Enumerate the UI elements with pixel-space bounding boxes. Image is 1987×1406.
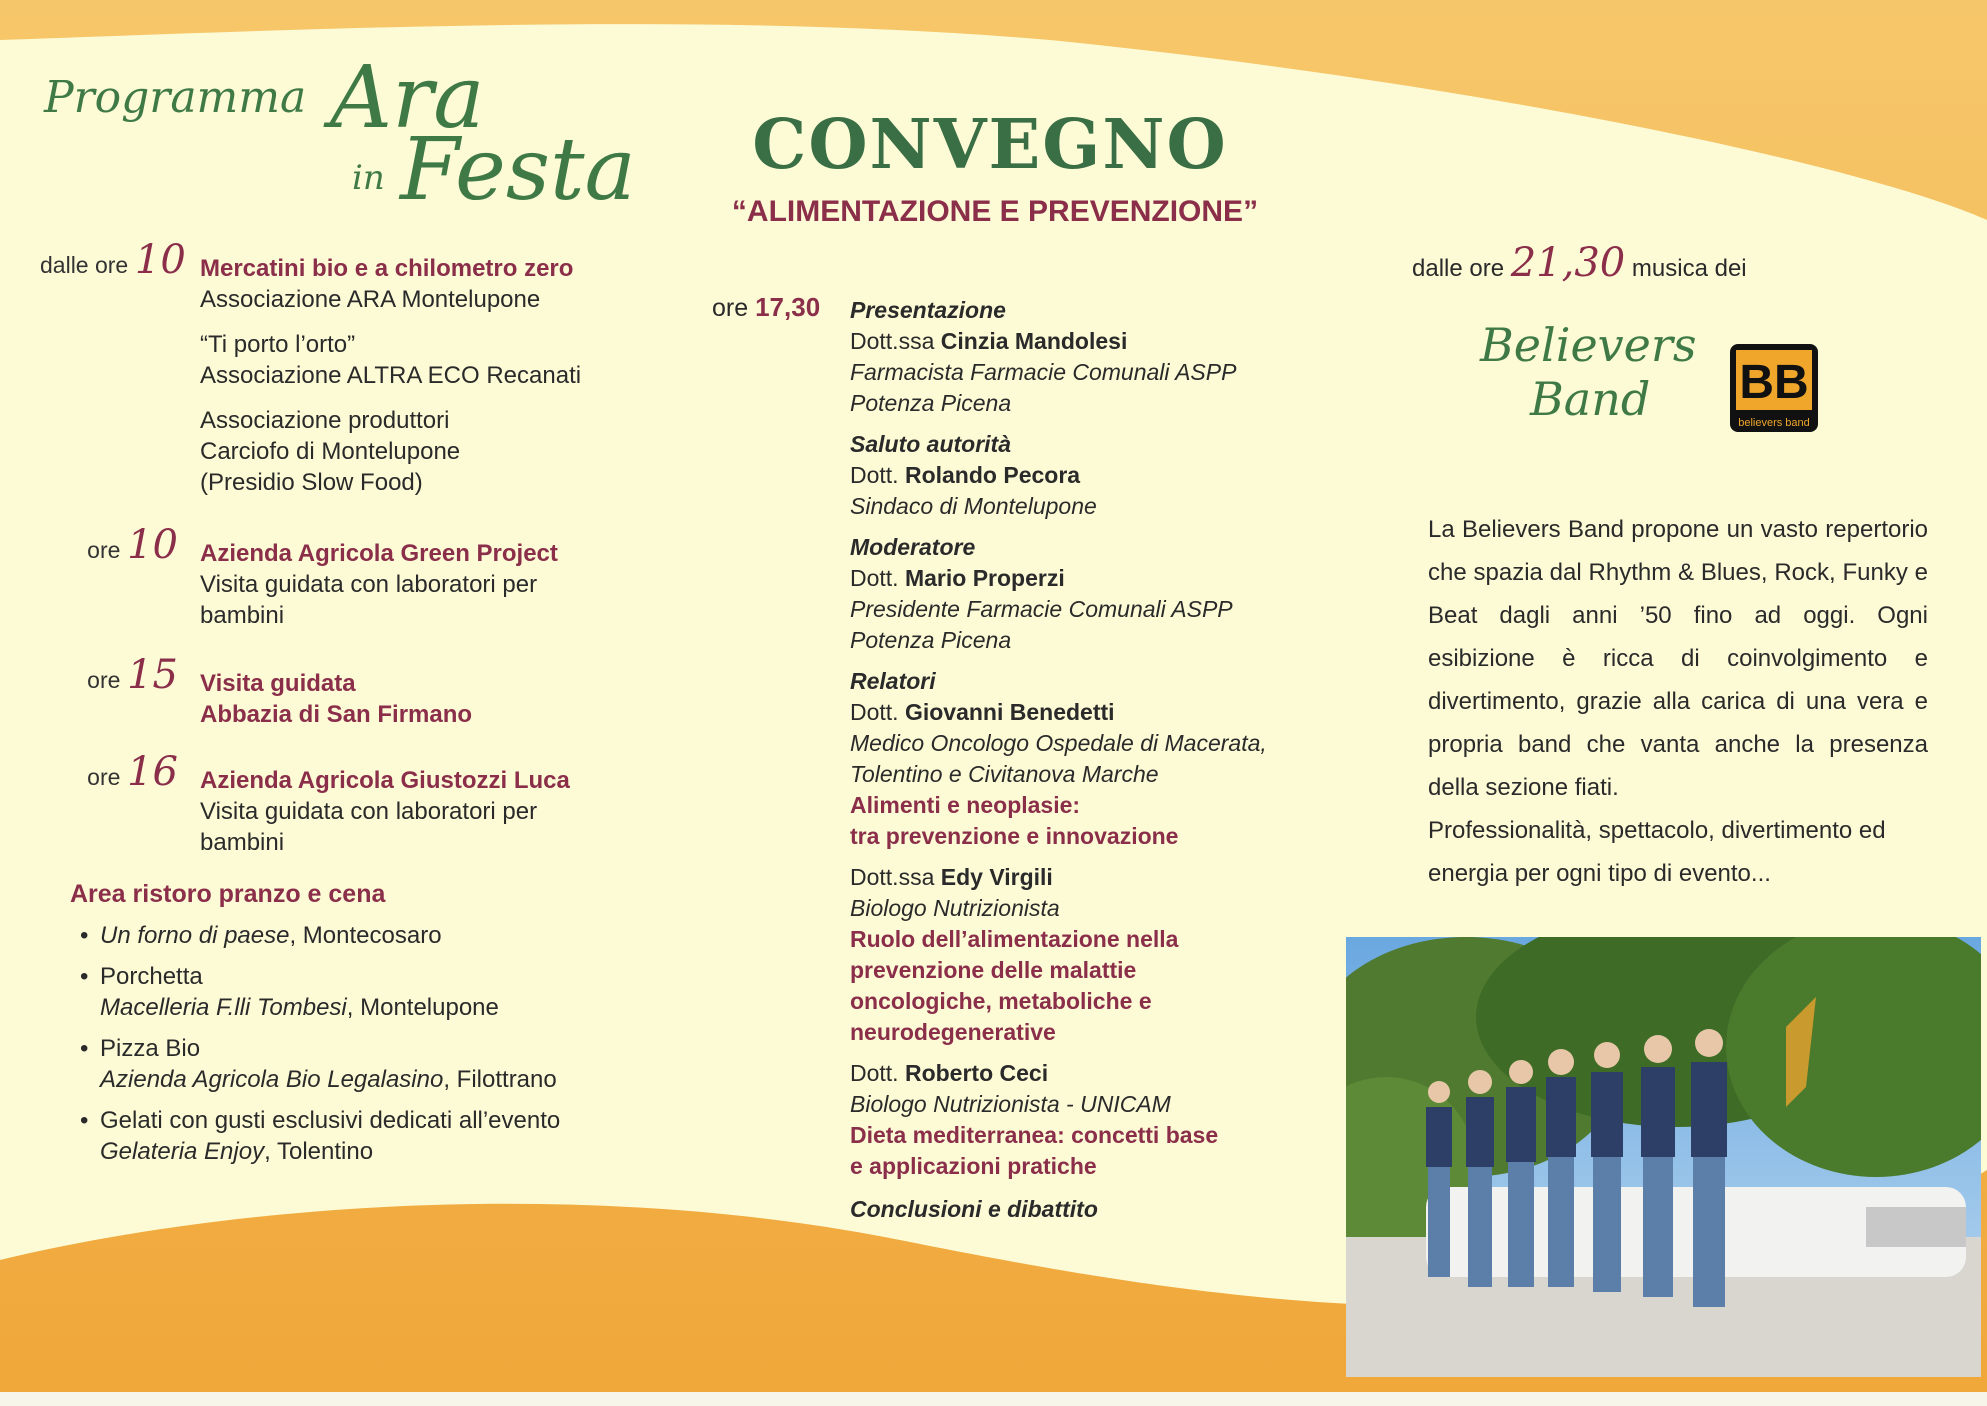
schedule-title: Azienda Agricola Green Project xyxy=(200,540,558,567)
time-prefix: ore xyxy=(87,764,121,790)
talk-topic: tra prevenzione e innovazione xyxy=(850,823,1179,849)
time-value: 21,30 xyxy=(1510,240,1626,286)
convegno-time xyxy=(712,292,820,323)
talk-topic: Dieta mediterranea: concetti base xyxy=(850,1122,1219,1148)
ristoro-list xyxy=(90,920,690,1177)
talk-topic: e applicazioni pratiche xyxy=(850,1153,1097,1179)
speaker-role: Biologo Nutrizionista xyxy=(850,895,1060,921)
block-label: Saluto autorità xyxy=(850,431,1012,457)
speaker-name: Cinzia Mandolesi xyxy=(940,328,1128,354)
schedule-line: Visita guidata con laboratori per xyxy=(200,571,538,598)
list-item xyxy=(90,1033,690,1095)
title-prefix: Dott.ssa xyxy=(850,328,935,354)
item-main: • Pizza Bio xyxy=(100,1035,201,1062)
concert-time xyxy=(1412,240,1747,286)
speaker-role: Tolentino e Civitanova Marche xyxy=(850,761,1159,787)
schedule-title: Azienda Agricola Giustozzi Luca xyxy=(200,767,570,794)
header-festa: Festa xyxy=(400,120,636,220)
schedule-title: Visita guidata xyxy=(200,670,356,697)
title-prefix: Dott.ssa xyxy=(850,864,935,890)
speaker-role: Farmacista Farmacie Comunali ASPP xyxy=(850,359,1237,385)
time-value: 17,30 xyxy=(755,292,821,322)
schedule-line: Visita guidata con laboratori per xyxy=(200,798,538,825)
band-name xyxy=(1480,318,1730,426)
title-prefix: Dott. xyxy=(850,565,899,591)
speaker-name: Rolando Pecora xyxy=(904,462,1081,488)
title-prefix: Dott. xyxy=(850,462,899,488)
item-sub-rest: , Filottrano xyxy=(443,1066,557,1093)
band-photo xyxy=(1346,937,1981,1377)
schedule-title: Mercatini bio e a chilometro zero xyxy=(200,255,574,282)
schedule-line: Carciofo di Montelupone xyxy=(200,438,461,465)
schedule-item-mercatini xyxy=(40,237,700,498)
schedule-time xyxy=(40,749,200,858)
list-item xyxy=(90,920,690,951)
speaker-role: Biologo Nutrizionista - UNICAM xyxy=(850,1091,1171,1117)
relatore-block xyxy=(850,862,1300,1048)
ristoro-title: Area ristoro pranzo e cena xyxy=(70,880,386,908)
band-description xyxy=(1428,508,1928,895)
schedule-time xyxy=(40,237,200,498)
convegno-program xyxy=(850,295,1300,1225)
schedule-line: bambini xyxy=(200,602,285,629)
item-rest: , Montecosaro xyxy=(289,922,442,949)
schedule-item-abbazia xyxy=(40,652,700,730)
speaker-name: Roberto Ceci xyxy=(904,1060,1049,1086)
talk-topic: Ruolo dell’alimentazione nella xyxy=(850,926,1179,952)
speaker-role: Potenza Picena xyxy=(850,627,1012,653)
speaker-name: Edy Virgili xyxy=(940,864,1053,890)
schedule-item-green-project xyxy=(40,522,700,631)
time-prefix: ore xyxy=(87,667,121,693)
item-main: • Porchetta xyxy=(100,963,203,990)
band-paragraph: Professionalità, spettacolo, divertimento ed energia per ogni tipo di evento... xyxy=(1428,817,1886,887)
schedule-time xyxy=(40,522,200,631)
item-main: • Gelati con gusti esclusivi dedicati all’evento xyxy=(100,1107,561,1134)
conclusioni-label: Conclusioni e dibattito xyxy=(850,1196,1098,1222)
schedule-line: Associazione ARA Montelupone xyxy=(200,286,541,313)
time-prefix: ore xyxy=(712,294,749,322)
convegno-subtitle: “ALIMENTAZIONE E PREVENZIONE” xyxy=(731,195,1259,228)
talk-topic: Alimenti e neoplasie: xyxy=(850,792,1081,818)
schedule-line: Abbazia di San Firmano xyxy=(200,701,473,728)
speaker-name: Mario Properzi xyxy=(904,565,1065,591)
relatore-block xyxy=(850,1058,1300,1182)
time-value: 16 xyxy=(127,749,178,795)
header-ara: Ara xyxy=(330,48,485,148)
time-prefix: dalle ore xyxy=(1412,255,1505,282)
item-sub-italic: Azienda Agricola Bio Legalasino xyxy=(100,1066,444,1093)
list-item xyxy=(90,961,690,1023)
saluto-block xyxy=(850,429,1300,522)
item-italic: Un forno di paese xyxy=(100,922,290,949)
band-paragraph: La Believers Band propone un vasto repertorio che spazia dal Rhythm & Blues, Rock, Funky e Beat dagli anni ’50 fino ad oggi. Ogni esibizione è ricca di coinvolgimento e divertimento, grazie alla carica di una vera e propria band che vanta anche la presenza della sezione fiati. xyxy=(1428,516,1928,801)
block-label: Relatori xyxy=(850,668,936,694)
logo-letters: BB xyxy=(1739,356,1809,409)
relatore-block xyxy=(850,666,1300,852)
logo-small-text: believers band xyxy=(1738,417,1810,429)
title-prefix: Dott. xyxy=(850,1060,899,1086)
schedule-line: Associazione ALTRA ECO Recanati xyxy=(200,362,582,389)
speaker-role: Sindaco di Montelupone xyxy=(850,493,1097,519)
convegno-title: CONVEGNO xyxy=(752,105,1228,185)
band-name-line: Believers xyxy=(1480,318,1697,372)
speaker-role: Potenza Picena xyxy=(850,390,1012,416)
item-sub-rest: , Montelupone xyxy=(346,994,499,1021)
time-prefix: dalle ore xyxy=(40,252,129,278)
speaker-role: Medico Oncologo Ospedale di Macerata, xyxy=(850,730,1267,756)
moderatore-block xyxy=(850,532,1300,656)
block-label: Presentazione xyxy=(850,297,1006,323)
talk-topic: neurodegenerative xyxy=(850,1019,1056,1045)
time-prefix: ore xyxy=(87,537,121,563)
block-label: Moderatore xyxy=(850,534,976,560)
time-value: 15 xyxy=(127,652,178,698)
speaker-name: Giovanni Benedetti xyxy=(904,699,1115,725)
schedule-line: (Presidio Slow Food) xyxy=(200,469,423,496)
schedule-line: “Ti porto l’orto” xyxy=(200,331,356,358)
talk-topic: prevenzione delle malattie xyxy=(850,957,1137,983)
schedule-time xyxy=(40,652,200,730)
schedule-line: bambini xyxy=(200,829,285,856)
item-sub-italic: Macelleria F.lli Tombesi xyxy=(100,994,347,1021)
speaker-role: Presidente Farmacie Comunali ASPP xyxy=(850,596,1233,622)
talk-topic: oncologiche, metaboliche e xyxy=(850,988,1152,1014)
time-suffix: musica dei xyxy=(1631,255,1747,282)
schedule-item-giustozzi xyxy=(40,749,700,858)
time-value: 10 xyxy=(127,522,178,568)
time-value: 10 xyxy=(134,237,186,283)
item-sub-rest: , Tolentino xyxy=(264,1138,374,1165)
header-in: in xyxy=(352,158,385,198)
presentazione-block xyxy=(850,295,1300,419)
band-name-line: Band xyxy=(1530,372,1651,426)
bb-logo xyxy=(1728,342,1820,434)
title-prefix: Dott. xyxy=(850,699,899,725)
item-sub-italic: Gelateria Enjoy xyxy=(100,1138,265,1165)
list-item xyxy=(90,1105,690,1167)
schedule-line: Associazione produttori xyxy=(200,407,450,434)
header-programma: Programma xyxy=(44,72,307,123)
